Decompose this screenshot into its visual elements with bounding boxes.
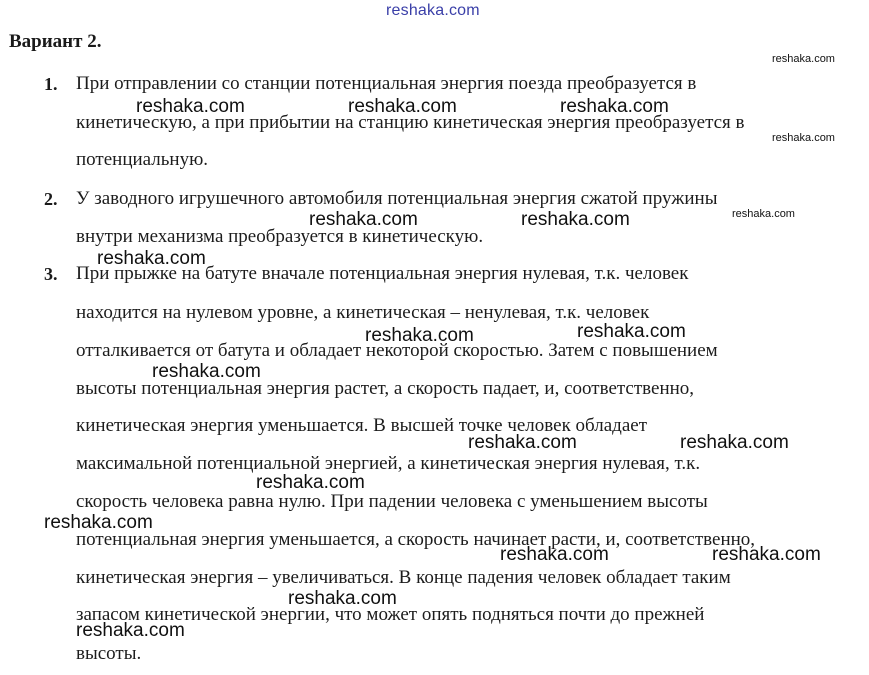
item-3-line: запасом кинетической энергии, что может опять подняться почти до прежней	[76, 604, 705, 625]
watermark-small: reshaka.com	[772, 132, 835, 144]
watermark: reshaka.com	[468, 432, 577, 453]
watermark-small: reshaka.com	[732, 208, 795, 220]
watermark: reshaka.com	[288, 588, 397, 609]
watermark: reshaka.com	[44, 512, 153, 533]
item-number-1: 1.	[44, 74, 58, 94]
watermark: reshaka.com	[521, 209, 630, 230]
item-3-line: скорость человека равна нулю. При падении человека с уменьшением высоты	[76, 491, 708, 512]
watermark: reshaka.com	[500, 544, 609, 565]
item-2-line: внутри механизма преобразуется в кинетическую.	[76, 226, 484, 247]
item-3-line: максимальной потенциальной энергией, а кинетическая энергия нулевая, т.к.	[76, 453, 701, 474]
watermark: reshaka.com	[152, 361, 261, 382]
item-3-line: При прыжке на батуте вначале потенциальная энергия нулевая, т.к. человек	[76, 263, 689, 284]
item-3-line: кинетическая энергия уменьшается. В высшей точке человек обладает	[76, 415, 648, 436]
watermark: reshaka.com	[256, 472, 365, 493]
watermark: reshaka.com	[712, 544, 821, 565]
item-1-line: кинетическую, а при прибытии на станцию кинетическая энергия преобразуется в	[76, 112, 745, 133]
watermark: reshaka.com	[348, 96, 457, 117]
watermark: reshaka.com	[560, 96, 669, 117]
item-1-line: потенциальную.	[76, 149, 209, 170]
item-3-line: кинетическая энергия – увеличиваться. В конце падения человек обладает таким	[76, 567, 731, 588]
watermark: reshaka.com	[577, 321, 686, 342]
item-3-line: высоты потенциальная энергия растет, а скорость падает, и, соответственно,	[76, 378, 695, 399]
header-watermark: reshaka.com	[386, 2, 480, 19]
watermark: reshaka.com	[680, 432, 789, 453]
watermark: reshaka.com	[365, 325, 474, 346]
watermark: reshaka.com	[76, 620, 185, 641]
item-number-2: 2.	[44, 189, 58, 209]
item-1-line: При отправлении со станции потенциальная энергия поезда преобразуется в	[76, 73, 697, 94]
page-title: Вариант 2.	[9, 31, 102, 52]
item-3-line: потенциальная энергия уменьшается, а скорость начинает расти, и, соответственно,	[76, 529, 756, 550]
watermark: reshaka.com	[97, 248, 206, 269]
item-3-line: находится на нулевом уровне, а кинетическая – ненулевая, т.к. человек	[76, 302, 650, 323]
watermark: reshaka.com	[136, 96, 245, 117]
item-3-line: отталкивается от батута и обладает некоторой скоростью. Затем с повышением	[76, 340, 718, 361]
watermark-small: reshaka.com	[772, 53, 835, 65]
item-number-3: 3.	[44, 264, 58, 284]
item-2-line: У заводного игрушечного автомобиля потенциальная энергия сжатой пружины	[76, 188, 718, 209]
item-3-line: высоты.	[76, 643, 142, 664]
watermark: reshaka.com	[309, 209, 418, 230]
